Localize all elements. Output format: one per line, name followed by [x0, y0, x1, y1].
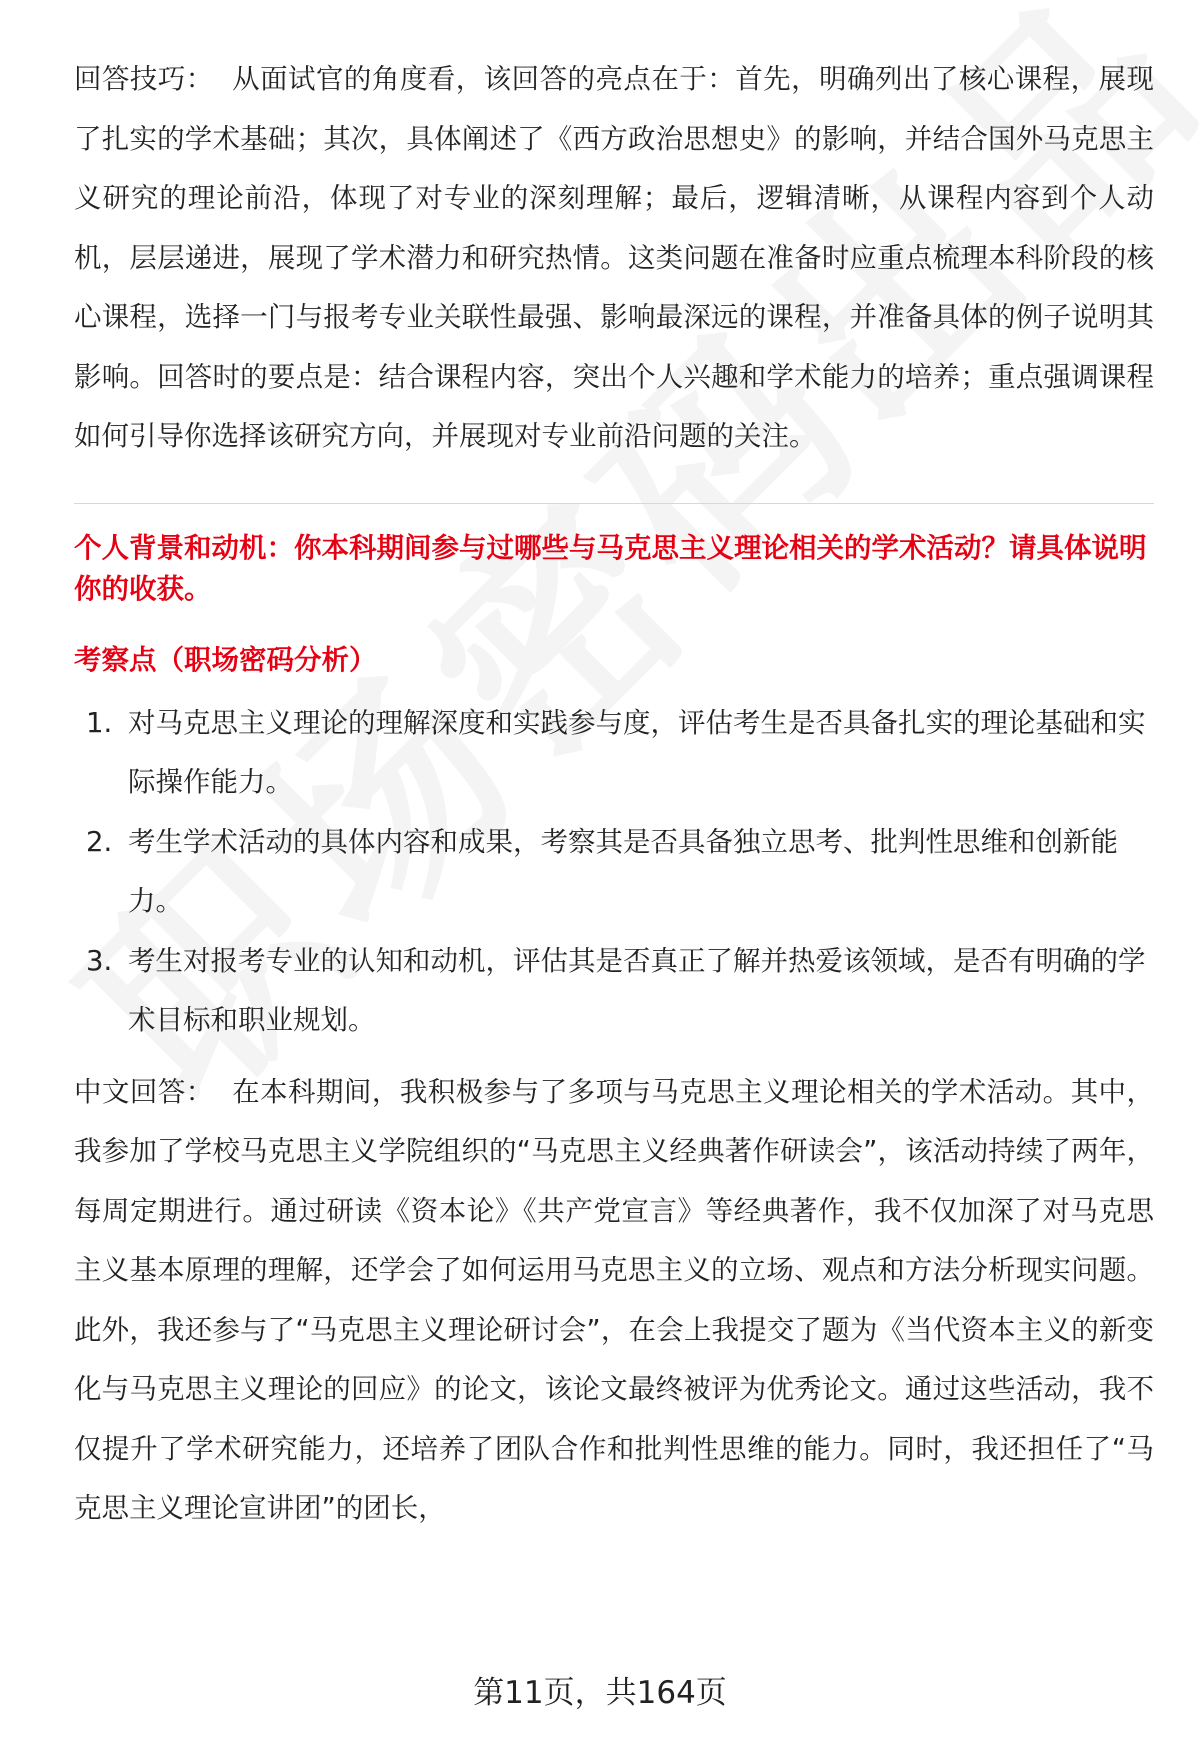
exam-points-list [74, 694, 1154, 1051]
exam-point-number: 3. [86, 944, 113, 977]
section-divider [74, 503, 1154, 504]
exam-point-number: 1. [86, 706, 113, 739]
question-heading: 个人背景和动机：你本科期间参与过哪些与马克思主义理论相关的学术活动？请具体说明你的收获。 [74, 531, 1147, 605]
answer-tips-paragraph [74, 50, 1154, 467]
exam-point-item [74, 694, 1154, 813]
chinese-answer-paragraph [74, 1063, 1154, 1539]
exam-point-text: 考生对报考专业的认知和动机，评估其是否真正了解并热爱该领域，是否有明确的学术目标和职业规划。 [128, 944, 1146, 1036]
exam-point-text: 考生学术活动的具体内容和成果，考察其是否具备独立思考、批判性思维和创新能力。 [128, 825, 1118, 917]
page-number-footer: 第11页，共164页 [473, 1675, 727, 1711]
answer-tips-label: 回答技巧： [74, 63, 214, 95]
chinese-answer-text: 在本科期间，我积极参与了多项与马克思主义理论相关的学术活动。其中，我参加了学校马克思主义学院组织的“马克思主义经典著作研读会”，该活动持续了两年，每周定期进行。通过研读《资本论》《共产党宣言》等经典著作，我不仅加深了对马克思主义基本原理的理解，还学会了如何运用马克思主义的立场、观点和方法分析现实问题。此外，我还参与了“马克思主义理论研讨会”，在会上我提交了题为《当代资本主义的新变化与马克思主义理论的回应》的论文，该论文最终被评为优秀论文。通过这些活动，我不仅提升了学术研究能力，还培养了团队合作和批判性思维的能力。同时，我还担任了“马克思主义理论宣讲团”的团长， [74, 1075, 1155, 1524]
exam-point-item [74, 813, 1154, 932]
exam-point-item [74, 932, 1154, 1051]
page-content [74, 50, 1154, 1539]
exam-point-text: 对马克思主义理论的理解深度和实践参与度，评估考生是否具备扎实的理论基础和实际操作能力。 [128, 706, 1146, 798]
answer-tips-text: 从面试官的角度看，该回答的亮点在于：首先，明确列出了核心课程，展现了扎实的学术基础；其次，具体阐述了《西方政治思想史》的影响，并结合国外马克思主义研究的理论前沿，体现了对专业的深刻理解；最后，逻辑清晰，从课程内容到个人动机，层层递进，展现了学术潜力和研究热情。这类问题在准备时应重点梳理本科阶段的核心课程，选择一门与报考专业关联性最强、影响最深远的课程，并准备具体的例子说明其影响。回答时的要点是：结合课程内容，突出个人兴趣和学术能力的培养；重点强调课程如何引导你选择该研究方向，并展现对专业前沿问题的关注。 [74, 63, 1155, 452]
exam-points-title: 考察点（职场密码分析） [74, 643, 377, 676]
exam-point-number: 2. [86, 825, 113, 858]
chinese-answer-label: 中文回答： [74, 1075, 214, 1108]
